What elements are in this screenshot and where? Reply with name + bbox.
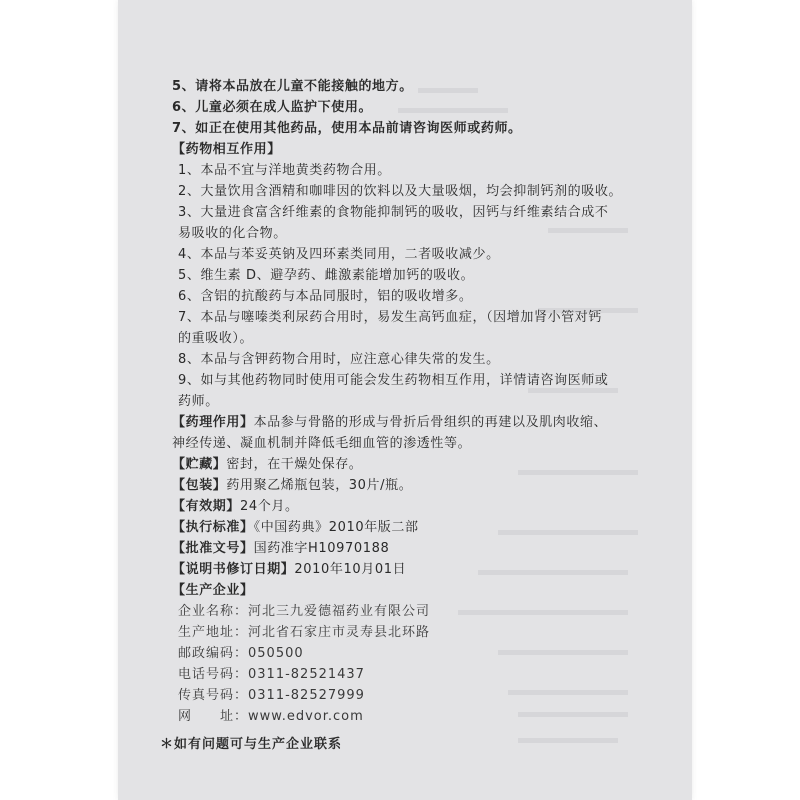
revision-value: 2010年10月01日 (294, 562, 407, 577)
fax-number: 传真号码：0311-82527999 (178, 688, 365, 703)
company-address: 生产地址：河北省石家庄市灵寿县北环路 (178, 625, 431, 640)
storage-value: 密封，在干燥处保存。 (226, 457, 363, 472)
warning-5: 5、请将本品放在儿童不能接触的地方。 (172, 79, 413, 94)
revision-section (172, 559, 672, 580)
pharmacology-section (172, 412, 672, 433)
standard-section (172, 517, 672, 538)
footer-note: ＊如有问题可与生产企业联系 (160, 737, 343, 752)
storage-label: 【贮藏】 (172, 457, 227, 472)
interaction-item: 8、本品与含钾药物合用时，应注意心律失常的发生。 (178, 352, 500, 367)
pharmacology-text-continued: 神经传递、凝血机制并降低毛细血管的渗透性等。 (172, 436, 472, 451)
phone-number: 电话号码：0311-82521437 (178, 667, 365, 682)
interaction-item: 7、本品与噻嗪类利尿药合用时，易发生高钙血症，（因增加肾小管对钙 (178, 310, 602, 325)
revision-label: 【说明书修订日期】 (172, 562, 295, 577)
interactions-heading: 【药物相互作用】 (172, 142, 281, 157)
manufacturer-heading: 【生产企业】 (172, 583, 254, 598)
interaction-item: 2、大量饮用含酒精和咖啡因的饮料以及大量吸烟，均会抑制钙剂的吸收。 (178, 184, 623, 199)
company-name: 企业名称：河北三九爱德福药业有限公司 (178, 604, 431, 619)
interaction-item: 4、本品与苯妥英钠及四环素类同用，二者吸收减少。 (178, 247, 500, 262)
pharmacology-label: 【药理作用】 (172, 415, 254, 430)
validity-section (172, 496, 672, 517)
interaction-item: 5、维生素 D、避孕药、雌激素能增加钙的吸收。 (178, 268, 475, 283)
approval-label: 【批准文号】 (172, 541, 254, 556)
approval-value: 国药准字H10970188 (253, 541, 390, 556)
standard-label: 【执行标准】 (172, 520, 254, 535)
interaction-item: 3、大量进食富含纤维素的食物能抑制钙的吸收，因钙与纤维素结合成不 (178, 205, 609, 220)
storage-section (172, 454, 672, 475)
interaction-item: 1、本品不宜与洋地黄类药物合用。 (178, 163, 391, 178)
validity-label: 【有效期】 (172, 499, 241, 514)
warning-6: 6、儿童必须在成人监护下使用。 (172, 100, 373, 115)
standard-value: 《中国药典》2010年版二部 (253, 520, 419, 535)
interaction-item-continued: 易吸收的化合物。 (178, 226, 287, 241)
postal-code: 邮政编码：050500 (178, 646, 304, 661)
interaction-item-continued: 的重吸收）。 (178, 331, 254, 346)
package-value: 药用聚乙烯瓶包装，30片/瓶。 (226, 478, 413, 493)
package-section (172, 475, 672, 496)
pharmacology-text: 本品参与骨骼的形成与骨折后骨组织的再建以及肌肉收缩、 (253, 415, 608, 430)
website: 网 址：www.edvor.com (178, 709, 364, 724)
validity-value: 24个月。 (240, 499, 299, 514)
interaction-item-continued: 药师。 (178, 394, 219, 409)
interaction-item: 9、如与其他药物同时使用可能会发生药物相互作用，详情请咨询医师或 (178, 373, 609, 388)
package-label: 【包装】 (172, 478, 227, 493)
interaction-item: 6、含铝的抗酸药与本品同服时，铝的吸收增多。 (178, 289, 473, 304)
warning-7: 7、如正在使用其他药品，使用本品前请咨询医师或药师。 (172, 121, 522, 136)
approval-section (172, 538, 672, 559)
leaflet-text (172, 76, 672, 727)
